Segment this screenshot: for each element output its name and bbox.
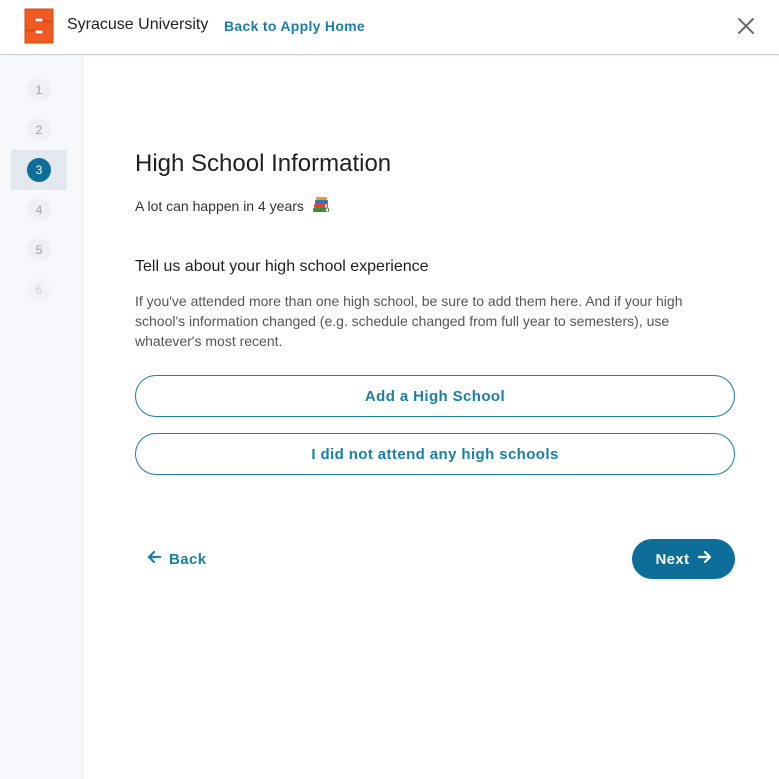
back-label: Back [169,550,207,568]
back-to-apply-home-link[interactable]: Back to Apply Home [224,18,366,34]
step-4[interactable] [11,190,67,230]
page-title: High School Information [135,150,392,177]
step-number: 6 [27,278,51,302]
arrow-left-icon [147,550,161,568]
step-number: 4 [27,198,51,222]
step-number: 2 [27,118,51,142]
books-icon [312,197,330,213]
step-3-current[interactable] [11,150,67,190]
step-1[interactable] [11,70,67,110]
step-number: 1 [27,78,51,102]
syracuse-s-logo[interactable] [21,5,57,47]
section-title: Tell us about your high school experience [135,258,429,275]
no-high-school-button[interactable]: I did not attend any high schools [135,433,735,475]
page-subtitle [135,197,330,214]
university-name: Syracuse University [67,16,209,33]
step-number: 5 [27,238,51,262]
next-label: Next [655,550,690,568]
arrow-right-icon [698,550,712,568]
step-2[interactable] [11,110,67,150]
subtitle-text: A lot can happen in 4 years [135,198,304,214]
step-6 [11,270,67,310]
step-number: 3 [27,158,51,182]
next-button[interactable] [632,539,735,579]
section-description: If you've attended more than one high school, be sure to add them here. And if your high school's information changed (e.g. schedule changed from full year to semesters), use whatever's most recent. [135,293,683,349]
back-button[interactable] [147,548,206,570]
app-header [0,0,779,55]
add-high-school-button[interactable]: Add a High School [135,375,735,417]
close-icon[interactable] [735,15,757,37]
step-5[interactable] [11,230,67,270]
step-sidebar [0,56,83,779]
